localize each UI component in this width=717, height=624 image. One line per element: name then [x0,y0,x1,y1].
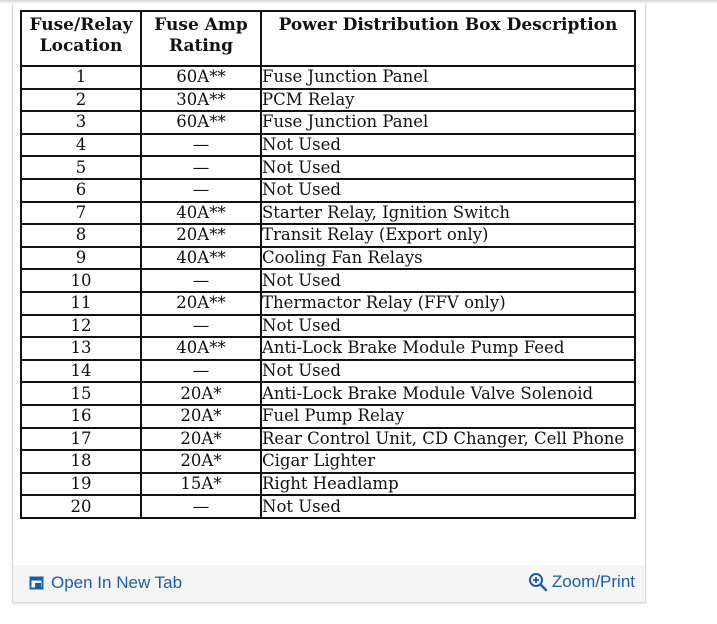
image-action-bar [13,565,645,602]
fuse-table-image [20,10,636,519]
cell-location: 12 [21,315,141,338]
cell-location: 7 [21,202,141,225]
cell-rating: 20A* [141,382,261,405]
cell-location: 16 [21,405,141,428]
cell-rating: 40A** [141,337,261,360]
cell-description: Not Used [261,156,635,179]
zoom-in-icon [528,572,548,592]
cell-description: Not Used [261,179,635,202]
cell-description: Thermactor Relay (FFV only) [261,292,635,315]
table-row [21,450,635,473]
header-location [21,11,141,66]
cell-rating: — [141,360,261,383]
image-card [12,4,646,603]
cell-rating: 20A* [141,405,261,428]
table-row [21,134,635,157]
cell-location: 2 [21,89,141,112]
header-rating [141,11,261,66]
cell-description: Right Headlamp [261,473,635,496]
table-row [21,179,635,202]
cell-description: Transit Relay (Export only) [261,224,635,247]
open-in-new-tab-label: Open In New Tab [51,573,183,592]
cell-rating: — [141,269,261,292]
header-location-line1: Fuse/Relay [29,15,133,35]
cell-rating: 30A** [141,89,261,112]
cell-description: Fuel Pump Relay [261,405,635,428]
table-row [21,495,635,518]
cell-description: Not Used [261,315,635,338]
table-row [21,382,635,405]
table-body [21,66,635,518]
cell-rating: 20A** [141,292,261,315]
cell-rating: 60A** [141,111,261,134]
table-row [21,315,635,338]
open-in-new-tab-link[interactable] [29,573,182,593]
table-row [21,473,635,496]
cell-description: Starter Relay, Ignition Switch [261,202,635,225]
table-row [21,156,635,179]
cell-description: Cooling Fan Relays [261,247,635,270]
cell-location: 8 [21,224,141,247]
cell-rating: — [141,134,261,157]
cell-rating: — [141,495,261,518]
zoom-print-label: Zoom/Print [551,572,635,591]
table-row [21,224,635,247]
cell-location: 13 [21,337,141,360]
open-new-tab-icon [29,575,45,591]
cell-description: Fuse Junction Panel [261,66,635,89]
cell-rating: 60A** [141,66,261,89]
cell-rating: — [141,179,261,202]
cell-rating: 20A* [141,428,261,451]
cell-location: 20 [21,495,141,518]
cell-description: Not Used [261,269,635,292]
cell-description: Not Used [261,495,635,518]
cell-location: 17 [21,428,141,451]
table-row [21,405,635,428]
cell-location: 10 [21,269,141,292]
cell-description: Not Used [261,360,635,383]
cell-location: 1 [21,66,141,89]
table-row [21,66,635,89]
cell-location: 9 [21,247,141,270]
table-row [21,292,635,315]
cell-location: 18 [21,450,141,473]
table-row [21,89,635,112]
cell-location: 6 [21,179,141,202]
cell-location: 5 [21,156,141,179]
cell-rating: — [141,156,261,179]
cell-location: 15 [21,382,141,405]
table-header-row [21,11,635,66]
header-description: Power Distribution Box Description [261,11,635,66]
table-row [21,428,635,451]
cell-description: Anti-Lock Brake Module Valve Solenoid [261,382,635,405]
zoom-print-link[interactable] [528,571,635,593]
fuse-table [20,10,636,519]
header-rating-line2: Rating [168,36,234,56]
cell-rating: 15A* [141,473,261,496]
table-row [21,269,635,292]
cell-description: Anti-Lock Brake Module Pump Feed [261,337,635,360]
cell-description: Not Used [261,134,635,157]
cell-rating: — [141,315,261,338]
cell-description: Fuse Junction Panel [261,111,635,134]
cell-rating: 40A** [141,202,261,225]
cell-location: 19 [21,473,141,496]
table-row [21,247,635,270]
header-rating-line1: Fuse Amp [154,15,248,35]
cell-description: PCM Relay [261,89,635,112]
cell-description: Rear Control Unit, CD Changer, Cell Phone [261,428,635,451]
table-row [21,111,635,134]
cell-location: 11 [21,292,141,315]
cell-rating: 20A* [141,450,261,473]
table-row [21,360,635,383]
cell-location: 3 [21,111,141,134]
cell-rating: 40A** [141,247,261,270]
cell-rating: 20A** [141,224,261,247]
cell-description: Cigar Lighter [261,450,635,473]
table-row [21,202,635,225]
cell-location: 4 [21,134,141,157]
table-row [21,337,635,360]
header-location-line2: Location [39,36,123,56]
cell-location: 14 [21,360,141,383]
